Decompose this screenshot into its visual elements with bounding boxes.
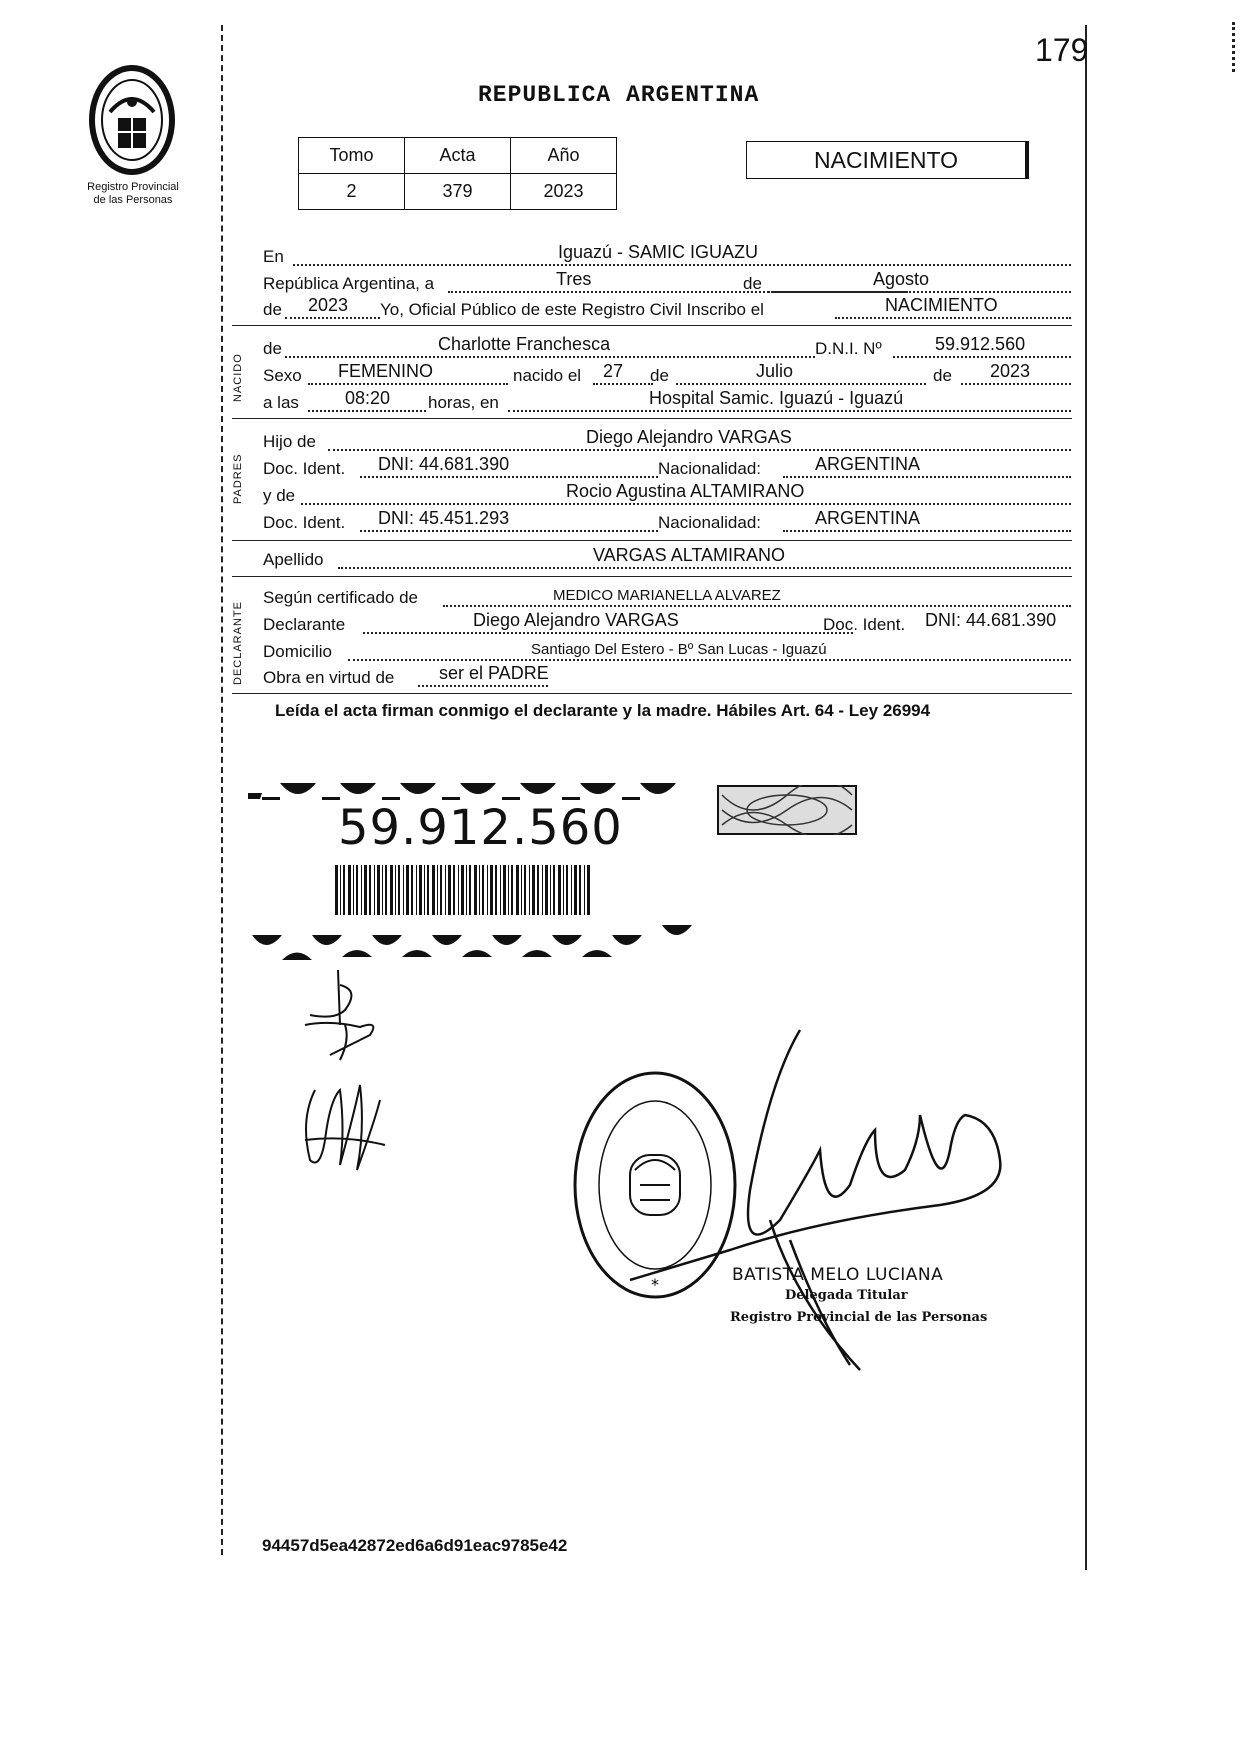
label-de-nombre: de bbox=[263, 339, 282, 358]
label-nacido-el: nacido el bbox=[513, 366, 582, 385]
row-padre bbox=[263, 428, 1071, 454]
value-nac-dia: 27 bbox=[603, 361, 624, 381]
label-declarante: Declarante bbox=[263, 615, 346, 634]
dots bbox=[961, 383, 1071, 385]
label-horas-en: horas, en bbox=[428, 393, 499, 412]
svg-text:*: * bbox=[651, 1275, 659, 1294]
value-anio: 2023 bbox=[308, 295, 349, 315]
row-madre bbox=[263, 482, 1071, 508]
dots bbox=[783, 530, 1071, 532]
row-nombre bbox=[263, 335, 1071, 361]
row-obra bbox=[263, 664, 1071, 690]
value-obra: ser el PADRE bbox=[439, 663, 549, 683]
right-margin-line bbox=[1085, 25, 1087, 1570]
dots bbox=[338, 567, 1071, 569]
corner-mark bbox=[1232, 22, 1238, 72]
official-name: BATISTA MELO LUCIANA bbox=[732, 1265, 944, 1285]
dots bbox=[783, 476, 1071, 478]
dots bbox=[328, 449, 1071, 451]
dots bbox=[293, 264, 1071, 266]
label-nacionalidad-madre: Nacionalidad: bbox=[658, 513, 762, 532]
label-apellido: Apellido bbox=[263, 550, 324, 569]
dots bbox=[285, 356, 815, 358]
value-nac-mes: Julio bbox=[756, 361, 794, 381]
signature-official bbox=[620, 1020, 1020, 1380]
page-number: 179 bbox=[1035, 32, 1089, 68]
separator bbox=[232, 325, 1072, 326]
value-madre-nac: ARGENTINA bbox=[815, 508, 921, 528]
closing-note: Leída el acta firman conmigo el declarante y la madre. Hábiles Art. 64 - Ley 26994 bbox=[275, 701, 931, 720]
dots bbox=[285, 317, 380, 319]
label-doc-ident-declarante: Doc. Ident. bbox=[823, 615, 906, 634]
row-hora bbox=[263, 389, 1071, 415]
value-declarante-doc: DNI: 44.681.390 bbox=[925, 610, 1057, 630]
record-value-anio: 2023 bbox=[511, 174, 617, 210]
value-padre-doc: DNI: 44.681.390 bbox=[378, 454, 510, 474]
sticker-dni-number: 59.912.560 bbox=[338, 800, 623, 856]
registry-caption-line2: de las Personas bbox=[93, 194, 173, 206]
separator bbox=[232, 418, 1072, 419]
row-padre-doc bbox=[263, 455, 1071, 481]
label-de-nac-mes: de bbox=[650, 366, 669, 385]
label-dni: D.N.I. Nº bbox=[815, 339, 882, 358]
hologram-sticker bbox=[717, 785, 857, 835]
official-role: Delegada Titular bbox=[785, 1288, 908, 1303]
label-obra: Obra en virtud de bbox=[263, 668, 395, 687]
value-declarante: Diego Alejandro VARGAS bbox=[473, 610, 679, 630]
value-sexo: FEMENINO bbox=[338, 361, 434, 381]
separator bbox=[232, 693, 1072, 694]
row-fecha bbox=[263, 270, 1071, 296]
dots bbox=[508, 410, 1071, 412]
separator bbox=[232, 540, 1072, 541]
row-lugar bbox=[263, 243, 1071, 269]
record-value-tomo: 2 bbox=[299, 174, 405, 210]
document-hash: 94457d5ea42872ed6a6d91eac9785e42 bbox=[262, 1536, 568, 1555]
sticker-barcode bbox=[335, 865, 591, 915]
label-segun-certificado: Según certificado de bbox=[263, 588, 418, 607]
label-yo-oficial: Yo, Oficial Público de este Registro Civil Inscribo el bbox=[380, 300, 764, 319]
dots bbox=[360, 530, 658, 532]
dots bbox=[835, 317, 1071, 319]
label-de-mes: de bbox=[743, 274, 762, 293]
dots bbox=[418, 685, 548, 687]
document-title: REPUBLICA ARGENTINA bbox=[478, 82, 760, 108]
label-doc-ident-madre: Doc. Ident. bbox=[263, 513, 346, 532]
dots bbox=[676, 383, 926, 385]
label-doc-ident-padre: Doc. Ident. bbox=[263, 459, 346, 478]
registry-caption-line1: Registro Provincial bbox=[87, 181, 179, 193]
dots bbox=[348, 659, 1071, 661]
value-nac-anio: 2023 bbox=[990, 361, 1031, 381]
registry-caption bbox=[68, 181, 198, 207]
label-de-nac-anio: de bbox=[933, 366, 952, 385]
dots bbox=[593, 383, 653, 385]
value-lugar: Iguazú - SAMIC IGUAZU bbox=[558, 242, 759, 262]
record-value-acta: 379 bbox=[405, 174, 511, 210]
label-sexo: Sexo bbox=[263, 366, 302, 385]
record-table bbox=[298, 137, 617, 210]
row-madre-doc bbox=[263, 509, 1071, 535]
value-padre-nac: ARGENTINA bbox=[815, 454, 921, 474]
left-margin-line bbox=[221, 25, 223, 1555]
official-institution: Registro Provincial de las Personas bbox=[730, 1310, 988, 1325]
dots bbox=[308, 410, 426, 412]
row-declarante bbox=[263, 611, 1071, 637]
label-en: En bbox=[263, 247, 284, 266]
label-nacionalidad-padre: Nacionalidad: bbox=[658, 459, 762, 478]
record-header-acta: Acta bbox=[405, 138, 511, 174]
row-certificado bbox=[263, 584, 1071, 610]
label-a-las: a las bbox=[263, 393, 299, 412]
value-dni: 59.912.560 bbox=[935, 334, 1026, 354]
record-type-box: NACIMIENTO bbox=[746, 141, 1029, 179]
value-madre-doc: DNI: 45.451.293 bbox=[378, 508, 510, 528]
dots bbox=[301, 503, 1071, 505]
value-apellido: VARGAS ALTAMIRANO bbox=[593, 545, 786, 565]
section-label-nacido: NACIDO bbox=[232, 353, 244, 402]
dots bbox=[768, 291, 1071, 293]
value-mes: Agosto bbox=[873, 269, 930, 289]
registry-seal-icon bbox=[84, 62, 180, 178]
row-acto bbox=[263, 296, 1071, 322]
separator bbox=[232, 576, 1072, 577]
row-domicilio bbox=[263, 638, 1071, 664]
label-hijo-de: Hijo de bbox=[263, 432, 316, 451]
value-padre: Diego Alejandro VARGAS bbox=[586, 427, 792, 447]
label-y-de: y de bbox=[263, 486, 296, 505]
signature-madre bbox=[295, 1070, 395, 1180]
row-apellido bbox=[263, 546, 1071, 572]
value-domicilio: Santiago Del Estero - Bº San Lucas - Iguazú bbox=[531, 641, 827, 658]
row-sexo bbox=[263, 362, 1071, 388]
label-de-anio: de bbox=[263, 300, 282, 319]
value-acto: NACIMIENTO bbox=[885, 295, 998, 315]
dots bbox=[443, 605, 1071, 607]
value-madre: Rocio Agustina ALTAMIRANO bbox=[566, 481, 805, 501]
value-hora: 08:20 bbox=[345, 388, 391, 408]
section-label-declarante: DECLARANTE bbox=[232, 601, 244, 685]
value-lugar-nac: Hospital Samic. Iguazú - Iguazú bbox=[649, 388, 904, 408]
label-domicilio: Domicilio bbox=[263, 642, 332, 661]
dots bbox=[363, 632, 853, 634]
dots bbox=[360, 476, 658, 478]
record-header-tomo: Tomo bbox=[299, 138, 405, 174]
value-dia: Tres bbox=[556, 269, 592, 289]
label-republica: República Argentina, a bbox=[263, 274, 435, 293]
sticker-pattern-bottom bbox=[252, 915, 700, 960]
value-nombre: Charlotte Franchesca bbox=[438, 334, 611, 354]
signature-declarante bbox=[290, 965, 400, 1065]
dots bbox=[893, 356, 1071, 358]
section-label-padres: PADRES bbox=[232, 453, 244, 504]
record-header-anio: Año bbox=[511, 138, 617, 174]
dots bbox=[308, 383, 508, 385]
value-certificado: MEDICO MARIANELLA ALVAREZ bbox=[553, 587, 781, 604]
